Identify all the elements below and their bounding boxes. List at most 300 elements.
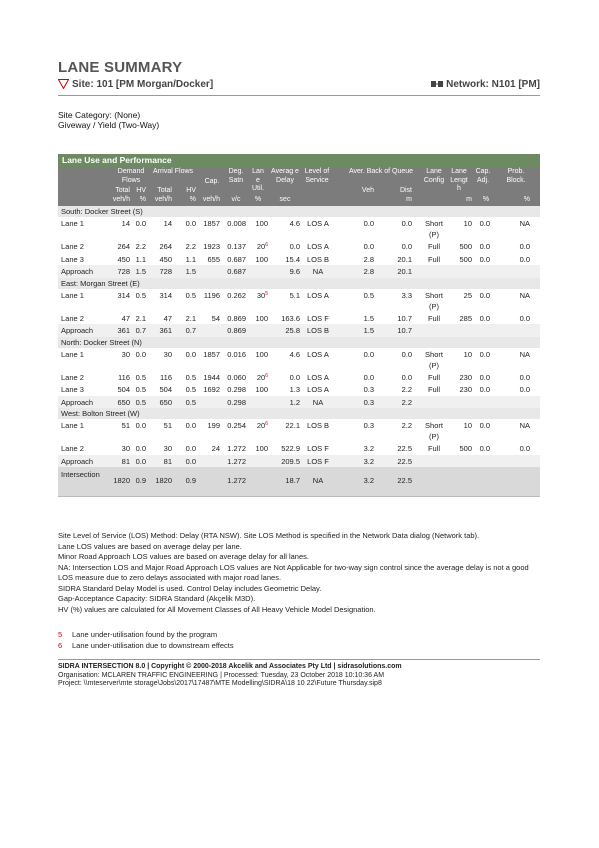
cell-delay: 9.6 bbox=[289, 267, 300, 276]
approach-section-header bbox=[58, 278, 540, 289]
util-value: 100 bbox=[255, 313, 268, 323]
approach-name: East: Morgan Street (E) bbox=[61, 278, 140, 288]
flag-5 bbox=[58, 630, 234, 641]
cell-dhv: 0.0 bbox=[135, 456, 146, 466]
cell-veh: 2.8 bbox=[363, 267, 374, 276]
table-row bbox=[58, 442, 540, 455]
footer-project: Project: \\mteserver\mte storage\Jobs\2017\17487\MTE Modelling\SIDRA\18 10 22\Future Thursday.sip8 bbox=[58, 680, 382, 688]
flags-legend bbox=[58, 630, 234, 651]
cell-at: 264 bbox=[159, 242, 172, 251]
approach-row bbox=[58, 324, 540, 337]
table-row bbox=[58, 371, 540, 384]
cell-satn: 0.687 bbox=[227, 267, 246, 276]
cell-config: Full bbox=[427, 372, 441, 382]
cell-dist: 22.5 bbox=[397, 444, 412, 453]
cell-block: NA bbox=[519, 219, 530, 228]
table-row bbox=[58, 419, 540, 442]
header-sec: sec bbox=[279, 196, 291, 203]
cell-satn: 0.016 bbox=[227, 349, 246, 359]
cell-at: 47 bbox=[163, 313, 172, 323]
header-vc: v/c bbox=[231, 196, 241, 203]
cell-delay: 0.0 bbox=[289, 372, 300, 382]
header-lane-util: Lan e Util. bbox=[251, 168, 265, 193]
note-lane-los: Lane LOS values are based on average delay per lane. bbox=[58, 541, 242, 551]
cell-dt: 116 bbox=[118, 372, 130, 382]
cell-util bbox=[248, 219, 268, 228]
notes-block bbox=[58, 531, 542, 615]
flag-number: 5 bbox=[58, 630, 63, 639]
cell-veh: 0.0 bbox=[363, 372, 374, 382]
row-label: Lane 1 bbox=[61, 421, 84, 430]
cell-config: Short (P) bbox=[425, 421, 443, 441]
util-value: 100 bbox=[255, 385, 268, 394]
note-na: NA: Intersection LOS and Major Road Approach LOS values are Not Applicable for two-way sign control since the average delay is not a good LOS measure due to zero delays associated with major road lanes. bbox=[58, 562, 529, 582]
cell-veh: 0.0 bbox=[363, 242, 374, 251]
footer-copyright: SIDRA INTERSECTION 8.0 | Copyright © 2000-2018 Akcelik and Associates Pty Ltd | sidrasolutions.com bbox=[58, 663, 402, 670]
cell-at: 30 bbox=[163, 444, 172, 453]
cell-dist: 0.0 bbox=[401, 349, 412, 359]
row-label: Lane 2 bbox=[61, 372, 84, 382]
util-value: 100 bbox=[255, 444, 268, 453]
cell-ahv: 2.1 bbox=[185, 313, 196, 323]
cell-veh: 0.3 bbox=[363, 385, 374, 394]
util-value: 100 bbox=[255, 349, 268, 359]
approach-section-header bbox=[58, 337, 540, 348]
footer bbox=[58, 663, 402, 689]
cell-dhv: 0.0 bbox=[135, 421, 146, 430]
cell-los: NA bbox=[312, 267, 324, 276]
cell-util bbox=[248, 444, 268, 453]
cell-config: Full bbox=[427, 242, 441, 251]
table-row bbox=[58, 240, 540, 253]
cell-util bbox=[248, 314, 268, 323]
cell-los: NA bbox=[312, 397, 324, 407]
approach-row bbox=[58, 265, 540, 278]
cell-dhv: 0.5 bbox=[135, 397, 146, 407]
cell-dt: 30 bbox=[121, 444, 130, 453]
cell-satn: 0.298 bbox=[227, 385, 246, 394]
table-bottom-border bbox=[58, 496, 540, 497]
cell-delay: 522.9 bbox=[281, 444, 300, 453]
cell-satn: 0.687 bbox=[227, 254, 246, 264]
control-type: Giveway / Yield (Two-Way) bbox=[58, 120, 160, 130]
cell-cap: 1857 bbox=[203, 219, 220, 228]
cell-dt: 51 bbox=[121, 421, 130, 430]
row-label: Lane 1 bbox=[61, 349, 84, 359]
cell-capadj: 0.0 bbox=[479, 219, 490, 228]
approach-name: West: Bolton Street (W) bbox=[61, 409, 140, 418]
header-hv-1: HV bbox=[136, 187, 146, 194]
cell-cap: 24 bbox=[211, 444, 220, 453]
cell-config: Short (P) bbox=[425, 349, 443, 370]
flag-text: Lane under-utilisation due to downstream effects bbox=[72, 640, 234, 650]
cell-dhv: 0.7 bbox=[135, 326, 146, 335]
cell-capadj: 0.0 bbox=[479, 313, 490, 323]
table-body bbox=[58, 206, 540, 496]
cell-block: NA bbox=[519, 349, 530, 359]
cell-at: 314 bbox=[159, 290, 172, 300]
cell-ahv: 0.7 bbox=[185, 326, 196, 335]
cell-dist: 20.1 bbox=[397, 267, 412, 276]
header-demand-flows: Demand Flows bbox=[117, 168, 145, 184]
cell-delay: 209.5 bbox=[281, 456, 300, 466]
cell-dhv: 0.0 bbox=[135, 219, 146, 228]
site-category: Site Category: (None) bbox=[58, 110, 141, 120]
util-value: 100 bbox=[255, 219, 268, 228]
header-total-2: Total bbox=[157, 187, 172, 194]
cell-block: 0.0 bbox=[519, 242, 530, 251]
cell-ahv: 0.5 bbox=[185, 385, 196, 394]
cell-dist: 0.0 bbox=[401, 372, 412, 382]
header-avg-delay: Averag e Delay bbox=[271, 168, 299, 184]
cell-length: 230 bbox=[459, 372, 472, 382]
approach-name: South: Docker Street (S) bbox=[61, 207, 143, 216]
cell-config: Short (P) bbox=[425, 219, 443, 239]
cell-dt: 361 bbox=[117, 326, 130, 335]
cell-ahv: 0.5 bbox=[185, 290, 196, 300]
util-flag: 6 bbox=[265, 372, 268, 379]
header-deg-satn: Deg. Satn bbox=[228, 168, 244, 184]
cell-dist: 3.3 bbox=[401, 290, 412, 300]
cell-length: 230 bbox=[459, 385, 472, 394]
cell-capadj: 0.0 bbox=[479, 385, 490, 394]
cell-satn: 0.869 bbox=[227, 326, 246, 335]
cell-dist: 2.2 bbox=[401, 397, 412, 407]
cell-dt: 1820 bbox=[113, 476, 130, 485]
cell-los: LOS A bbox=[307, 385, 329, 394]
cell-delay: 15.4 bbox=[285, 254, 300, 264]
note-minor-road: Minor Road Approach LOS values are based on average delay for all lanes. bbox=[58, 552, 309, 561]
note-gap-acceptance: Gap-Acceptance Capacity: SIDRA Standard (Akçelik M3D). bbox=[58, 594, 256, 603]
cell-los: LOS A bbox=[307, 349, 329, 359]
cell-util bbox=[248, 350, 268, 359]
cell-ahv: 0.5 bbox=[185, 372, 196, 382]
cell-config: Short (P) bbox=[425, 290, 443, 311]
cell-dist: 10.7 bbox=[397, 326, 412, 335]
cell-at: 51 bbox=[163, 421, 172, 430]
table-row bbox=[58, 217, 540, 240]
note-los-method: Site Level of Service (LOS) Method: Delay (RTA NSW). Site LOS Method is specified in the Network Data dialog (Network tab). bbox=[58, 531, 480, 540]
cell-delay: 4.6 bbox=[289, 349, 300, 359]
cell-ahv: 0.9 bbox=[185, 476, 196, 485]
network-icon bbox=[431, 80, 443, 88]
divider bbox=[58, 95, 540, 96]
util-flag: 5 bbox=[265, 290, 268, 297]
cell-length: 10 bbox=[463, 421, 472, 430]
header-pct-2: % bbox=[189, 196, 196, 203]
flag-text: Lane under-utilisation found by the program bbox=[72, 630, 218, 639]
util-flag: 6 bbox=[265, 421, 268, 427]
cell-util bbox=[248, 373, 268, 382]
cell-dt: 264 bbox=[117, 242, 130, 251]
site-name: Site: 101 [PM Morgan/Docker] bbox=[72, 79, 214, 90]
cell-block: 0.0 bbox=[519, 313, 530, 323]
cell-veh: 3.2 bbox=[363, 456, 374, 466]
cell-dhv: 0.0 bbox=[135, 444, 146, 453]
cell-ahv: 2.2 bbox=[185, 242, 196, 251]
row-label: Lane 3 bbox=[61, 254, 84, 264]
network-label bbox=[431, 79, 540, 90]
cell-at: 728 bbox=[159, 267, 172, 276]
cell-los: LOS A bbox=[307, 242, 329, 251]
header-los: Level of Service bbox=[304, 168, 330, 184]
cell-block: 0.0 bbox=[519, 254, 530, 264]
cell-dt: 14 bbox=[121, 219, 130, 228]
cell-util bbox=[248, 421, 268, 430]
cell-capadj: 0.0 bbox=[479, 349, 490, 359]
cell-ahv: 1.5 bbox=[185, 267, 196, 276]
header-arrival-flows: Arrival Flows bbox=[152, 168, 194, 175]
row-label: Intersection bbox=[61, 470, 100, 479]
site-label bbox=[58, 79, 213, 90]
cell-dist: 0.0 bbox=[401, 242, 412, 251]
cell-cap: 1692 bbox=[203, 385, 220, 394]
site-info bbox=[58, 110, 159, 130]
cell-dt: 450 bbox=[117, 254, 130, 264]
site-row bbox=[58, 79, 540, 93]
cell-cap: 1923 bbox=[203, 242, 220, 251]
cell-length: 285 bbox=[459, 313, 472, 323]
cell-delay: 163.6 bbox=[281, 313, 300, 323]
cell-dhv: 1.5 bbox=[135, 267, 146, 276]
intersection-row bbox=[58, 467, 540, 496]
cell-satn: 1.272 bbox=[227, 456, 246, 466]
cell-los: LOS A bbox=[307, 372, 329, 382]
cell-block: 0.0 bbox=[519, 385, 530, 394]
row-label: Approach bbox=[61, 267, 94, 276]
cell-block: NA bbox=[519, 290, 530, 300]
cell-length: 500 bbox=[459, 242, 472, 251]
cell-los: LOS B bbox=[306, 254, 330, 264]
cell-dist: 22.5 bbox=[397, 456, 412, 466]
flag-number: 6 bbox=[58, 640, 63, 650]
cell-veh: 1.5 bbox=[363, 326, 374, 335]
cell-los: LOS F bbox=[307, 444, 329, 453]
cell-dt: 650 bbox=[117, 397, 130, 407]
cell-capadj: 0.0 bbox=[479, 242, 490, 251]
header-cap: Cap. bbox=[204, 178, 220, 185]
cell-dt: 81 bbox=[121, 456, 130, 466]
cell-length: 500 bbox=[459, 254, 472, 264]
cell-ahv: 0.0 bbox=[185, 421, 196, 430]
table-row bbox=[58, 312, 540, 325]
cell-veh: 0.0 bbox=[363, 349, 374, 359]
cell-los: LOS A bbox=[307, 219, 329, 228]
cell-satn: 0.254 bbox=[227, 421, 246, 430]
cell-veh: 2.8 bbox=[363, 254, 374, 264]
cell-delay: 4.6 bbox=[289, 219, 300, 228]
cell-los: LOS A bbox=[307, 290, 329, 300]
cell-at: 1820 bbox=[155, 476, 172, 485]
cell-cap: 1196 bbox=[203, 290, 220, 300]
header-prob-block: Prob. Block. bbox=[506, 168, 526, 184]
cell-length: 25 bbox=[463, 290, 472, 300]
header-lane-config: Lane Config bbox=[423, 168, 445, 184]
footer-divider bbox=[58, 659, 540, 660]
cell-veh: 0.3 bbox=[363, 397, 374, 407]
util-value: 20 bbox=[256, 421, 266, 430]
cell-util bbox=[248, 255, 268, 264]
cell-dt: 504 bbox=[117, 385, 130, 394]
cell-dhv: 2.2 bbox=[135, 242, 146, 251]
approach-row bbox=[58, 396, 540, 409]
flag-6 bbox=[58, 641, 234, 652]
page-title: LANE SUMMARY bbox=[58, 59, 183, 76]
cell-at: 450 bbox=[159, 254, 172, 264]
util-value: 100 bbox=[255, 254, 268, 264]
cell-dhv: 0.0 bbox=[135, 349, 146, 359]
row-label: Approach bbox=[61, 397, 94, 407]
cell-block: 0.0 bbox=[519, 444, 530, 453]
cell-cap: 199 bbox=[207, 421, 220, 430]
cell-cap: 655 bbox=[207, 254, 220, 264]
cell-dt: 30 bbox=[121, 349, 130, 359]
header-capadj-pct: % bbox=[482, 196, 490, 203]
triangle-down-icon bbox=[58, 79, 69, 89]
cell-at: 81 bbox=[163, 456, 172, 466]
cell-dhv: 0.9 bbox=[135, 476, 146, 485]
cell-dist: 20.1 bbox=[397, 254, 412, 264]
table-row bbox=[58, 253, 540, 266]
cell-at: 361 bbox=[159, 326, 172, 335]
cell-config: Full bbox=[427, 254, 441, 264]
cell-at: 650 bbox=[159, 397, 172, 407]
lane-performance-table bbox=[58, 154, 540, 497]
cell-satn: 0.869 bbox=[227, 313, 246, 323]
cell-capadj: 0.0 bbox=[479, 254, 490, 264]
cell-dhv: 0.5 bbox=[135, 385, 146, 394]
cell-satn: 0.298 bbox=[227, 397, 246, 407]
header-pct-1: % bbox=[139, 196, 146, 203]
cell-satn: 0.137 bbox=[227, 242, 246, 251]
cell-block: NA bbox=[519, 421, 530, 430]
cell-los: LOS F bbox=[307, 456, 329, 466]
row-label: Lane 3 bbox=[61, 385, 84, 394]
cell-cap: 1944 bbox=[203, 372, 220, 382]
cell-veh: 3.2 bbox=[363, 476, 374, 485]
header-veh-h-2: veh/h bbox=[154, 196, 172, 203]
table-header bbox=[58, 167, 540, 206]
footer-organisation: Organisation: MCLAREN TRAFFIC ENGINEERING | Processed: Tuesday, 23 October 2018 10:10:36 AM bbox=[58, 671, 385, 679]
row-label: Lane 2 bbox=[61, 313, 84, 323]
header-dist-m: m bbox=[406, 196, 412, 203]
cell-dt: 728 bbox=[117, 267, 130, 276]
cell-capadj: 0.0 bbox=[479, 290, 490, 300]
header-veh: Veh bbox=[361, 187, 374, 194]
cell-delay: 25.8 bbox=[285, 326, 300, 335]
cell-satn: 0.060 bbox=[227, 372, 246, 382]
cell-dist: 2.2 bbox=[401, 385, 412, 394]
cell-satn: 0.008 bbox=[227, 219, 246, 228]
network-name: Network: N101 [PM] bbox=[446, 79, 540, 90]
cell-cap: 1857 bbox=[203, 349, 220, 359]
cell-dt: 47 bbox=[121, 313, 130, 323]
cell-length: 10 bbox=[463, 219, 472, 228]
header-veh-h-3: veh/h bbox=[202, 196, 220, 203]
row-label: Approach bbox=[61, 456, 94, 466]
cell-length: 10 bbox=[463, 349, 472, 359]
header-dist: Dist bbox=[399, 187, 412, 194]
row-label: Approach bbox=[61, 326, 94, 335]
cell-at: 14 bbox=[163, 219, 172, 228]
util-flag: 6 bbox=[265, 242, 268, 248]
approach-name: North: Docker Street (N) bbox=[61, 337, 142, 347]
cell-los: LOS B bbox=[306, 326, 330, 335]
row-label: Lane 1 bbox=[61, 290, 84, 300]
cell-veh: 3.2 bbox=[363, 444, 374, 453]
cell-ahv: 1.1 bbox=[185, 254, 196, 264]
cell-at: 504 bbox=[159, 385, 172, 394]
row-label: Lane 1 bbox=[61, 219, 84, 228]
cell-dhv: 0.5 bbox=[135, 290, 146, 300]
cell-delay: 1.3 bbox=[289, 385, 300, 394]
cell-config: Full bbox=[427, 385, 441, 394]
table-row bbox=[58, 289, 540, 312]
header-cap-adj: Cap. Adj. bbox=[475, 168, 491, 184]
cell-capadj: 0.0 bbox=[479, 444, 490, 453]
cell-capadj: 0.0 bbox=[479, 421, 490, 430]
header-util-pct: % bbox=[254, 196, 262, 203]
table-title: Lane Use and Performance bbox=[58, 154, 540, 167]
cell-dhv: 1.1 bbox=[135, 254, 146, 264]
cell-ahv: 0.0 bbox=[185, 219, 196, 228]
table-row bbox=[58, 383, 540, 396]
approach-section-header bbox=[58, 206, 540, 217]
cell-ahv: 0.0 bbox=[185, 456, 196, 466]
header-length-m: m bbox=[466, 196, 472, 203]
header-total-1: Total bbox=[115, 187, 130, 194]
cell-satn: 1.272 bbox=[227, 444, 246, 453]
cell-delay: 1.2 bbox=[289, 397, 300, 407]
approach-row bbox=[58, 455, 540, 468]
cell-length: 500 bbox=[459, 444, 472, 453]
cell-config: Full bbox=[427, 444, 441, 453]
cell-los: LOS B bbox=[306, 421, 330, 430]
cell-delay: 18.7 bbox=[285, 476, 300, 485]
header-veh-h-1: veh/h bbox=[112, 196, 130, 203]
cell-dt: 314 bbox=[117, 290, 130, 300]
cell-delay: 22.1 bbox=[285, 421, 300, 430]
cell-los: LOS F bbox=[307, 313, 329, 323]
cell-veh: 1.5 bbox=[363, 313, 374, 323]
note-hv: HV (%) values are calculated for All Movement Classes of All Heavy Vehicle Model Designation. bbox=[58, 604, 376, 614]
cell-veh: 0.0 bbox=[363, 219, 374, 228]
cell-config: Full bbox=[427, 313, 441, 323]
cell-veh: 0.3 bbox=[363, 421, 374, 430]
cell-dist: 10.7 bbox=[397, 313, 412, 323]
cell-satn: 0.262 bbox=[227, 290, 246, 300]
cell-delay: 5.1 bbox=[289, 290, 300, 300]
header-lane-length: Lane Lengt h bbox=[450, 168, 468, 193]
header-block-pct: % bbox=[523, 196, 530, 203]
util-value: 20 bbox=[256, 242, 266, 251]
header-back-queue: Aver. Back of Queue bbox=[348, 168, 414, 175]
cell-veh: 0.5 bbox=[363, 290, 374, 300]
cell-los: NA bbox=[312, 476, 324, 485]
row-label: Lane 2 bbox=[61, 242, 84, 251]
cell-at: 116 bbox=[160, 372, 172, 382]
util-value: 30 bbox=[256, 290, 266, 300]
cell-satn: 1.272 bbox=[227, 476, 246, 485]
approach-section-header bbox=[58, 408, 540, 419]
cell-util bbox=[248, 385, 268, 394]
cell-delay: 0.0 bbox=[289, 242, 300, 251]
cell-at: 30 bbox=[163, 349, 172, 359]
cell-dhv: 0.5 bbox=[135, 372, 146, 382]
cell-util bbox=[248, 242, 268, 251]
cell-dist: 2.2 bbox=[401, 421, 412, 430]
table-row bbox=[58, 348, 540, 371]
